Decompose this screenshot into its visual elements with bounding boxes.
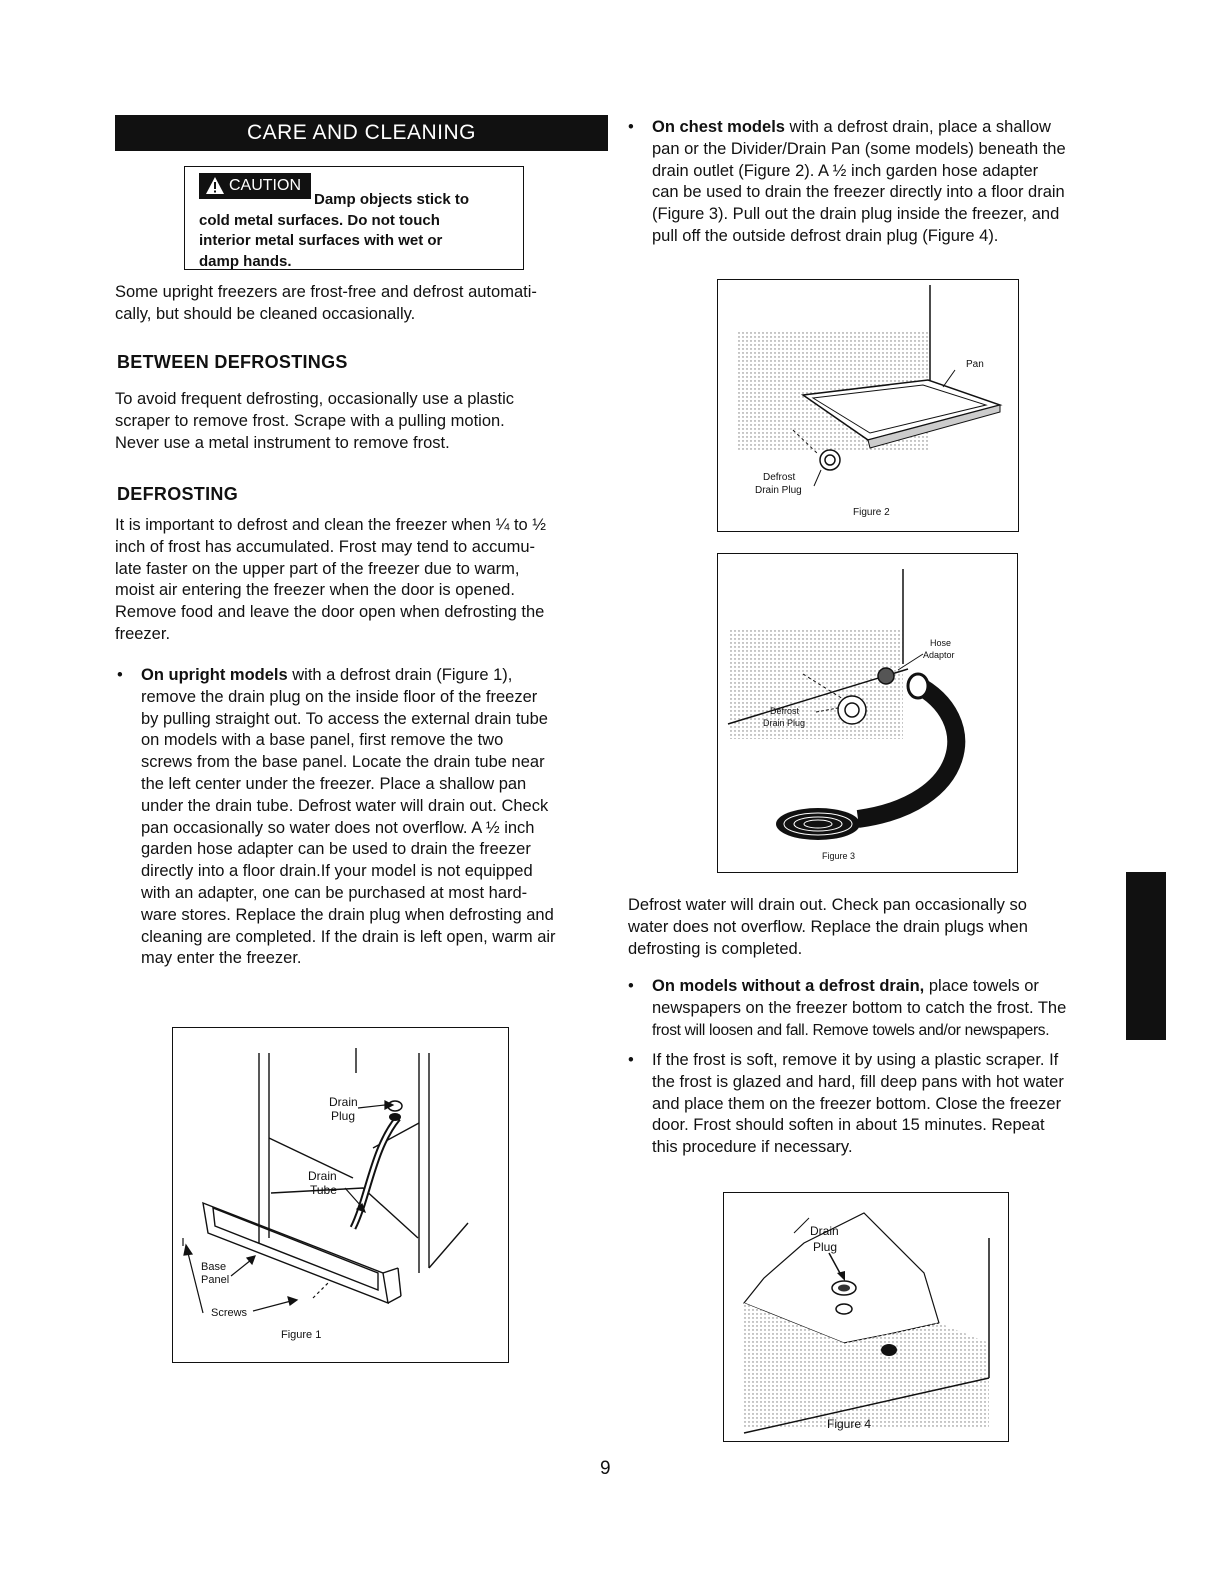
figure-3-caption: Figure 3	[822, 851, 856, 861]
caution-box	[184, 166, 524, 270]
bullet-line: the frost is glazed and hard, fill deep pans with hot water	[652, 1072, 1064, 1091]
bullet-line: pan occasionally so water does not overflow. A ½ inch	[141, 818, 535, 837]
bullet-dot: •	[628, 118, 634, 136]
figure-1-drain-plug-label: Plug	[331, 1109, 356, 1123]
bullet-rest: place towels or	[924, 977, 1039, 995]
bullet-line: by pulling straight out. To access the external drain tube	[141, 709, 548, 728]
bullet-line: with an adapter, one can be purchased at most hard-	[141, 883, 528, 902]
figure-4	[723, 1192, 1009, 1442]
caution-line: interior metal surfaces with wet or	[199, 232, 443, 249]
figure-2-caption: Figure 2	[853, 507, 890, 518]
bullet-dot: •	[628, 1051, 634, 1069]
figure-1-drain-tube-label: Tube	[310, 1183, 337, 1197]
figure-2-defrost-plug-label: Drain Plug	[755, 485, 802, 496]
figure-4-drain-plug-label: Plug	[813, 1240, 838, 1254]
paragraph-line: water does not overflow. Replace the drain plugs when	[628, 917, 1028, 936]
bullet-line: this procedure if necessary.	[652, 1138, 853, 1157]
figure-1	[172, 1027, 509, 1363]
bullet-line: newspapers on the freezer bottom to catch the frost. The	[652, 998, 1067, 1017]
figure-3-defrost-plug-label: Defrost	[770, 706, 800, 716]
bullet-line: may enter the freezer.	[141, 949, 302, 968]
bullet-line: and place them on the freezer bottom. Close the freezer	[652, 1094, 1062, 1113]
caution-label: CAUTION	[229, 177, 301, 194]
figure-3-hose-adaptor-label: Hose	[930, 638, 952, 648]
figure-3-illustration	[718, 554, 1019, 874]
figure-3-defrost-plug-label: Drain Plug	[763, 718, 806, 728]
caution-text	[199, 187, 509, 272]
bullet-line: can be used to drain the freezer directly into a floor drain	[652, 183, 1065, 202]
figure-3-hose-adaptor-label: Adaptor	[923, 650, 955, 660]
figure-1-illustration	[173, 1028, 510, 1364]
paragraph-line: late faster on the upper part of the freezer due to warm,	[115, 559, 520, 578]
page-number: 9	[600, 1458, 611, 1479]
figure-1-base-panel-label: Base	[201, 1261, 227, 1273]
figure-1-caption: Figure 1	[281, 1329, 322, 1341]
bullet-line: door. Frost should soften in about 15 minutes. Repeat	[652, 1116, 1045, 1135]
section-title-banner: CARE AND CLEANING	[115, 115, 608, 151]
bullet-line: pull off the outside defrost drain plug (Figure 4).	[652, 226, 999, 245]
bullet-lead: On models without a defrost drain,	[652, 977, 925, 995]
bullet-line: under the drain tube. Defrost water will drain out. Check	[141, 796, 549, 815]
bullet-lead: On chest models	[652, 118, 785, 136]
bullet-line: remove the drain plug on the inside floor of the freezer	[141, 687, 538, 706]
paragraph-line: Remove food and leave the door open when defrosting the	[115, 603, 545, 622]
bullet-line: If the frost is soft, remove it by using a plastic scraper. If	[652, 1051, 1059, 1069]
figure-1-base-panel-label: Panel	[201, 1274, 230, 1286]
bullet-line: pan or the Divider/Drain Pan (some models) beneath the	[652, 139, 1066, 158]
paragraph-line: inch of frost has accumulated. Frost may tend to accumu-	[115, 537, 536, 556]
intro-line: cally, but should be cleaned occasionally.	[115, 304, 416, 323]
figure-1-drain-plug-label: Drain	[329, 1095, 358, 1109]
section-thumb-tab	[1126, 872, 1166, 1040]
caution-line: damp hands.	[199, 252, 292, 270]
bullet-line	[652, 117, 1128, 139]
paragraph-line: scraper to remove frost. Scrape with a pulling motion.	[115, 411, 505, 430]
bullet-line: screws from the base panel. Locate the drain tube near	[141, 753, 545, 772]
bullet-line: garden hose adapter can be used to drain the freezer	[141, 840, 531, 859]
bullet-line	[652, 976, 1118, 998]
bullet-line: cleaning are completed. If the drain is left open, warm air	[141, 927, 556, 946]
paragraph-line: defrosting is completed.	[628, 939, 803, 958]
defrosting-heading: DEFROSTING	[117, 484, 239, 504]
intro-paragraph	[115, 282, 615, 326]
figure-1-drain-tube-label: Drain	[308, 1169, 337, 1183]
bullet-line: drain outlet (Figure 2). A ½ inch garden hose adapter	[652, 161, 1039, 180]
figure-4-drain-plug-label: Drain	[810, 1224, 839, 1238]
between-defrostings-paragraph	[115, 389, 615, 454]
intro-line: Some upright freezers are frost-free and defrost automati-	[115, 283, 537, 301]
paragraph-line: Defrost water will drain out. Check pan occasionally so	[628, 896, 1027, 914]
figure-2-illustration	[718, 280, 1020, 533]
bullet-line: directly into a floor drain.If your model is not equipped	[141, 862, 533, 881]
figure-3	[717, 553, 1018, 873]
paragraph-line: freezer.	[115, 624, 171, 643]
figure-2	[717, 279, 1019, 532]
bullet-dot: •	[628, 977, 634, 995]
figure-1-screws-label: Screws	[211, 1307, 248, 1319]
paragraph-line: To avoid frequent defrosting, occasionally use a plastic	[115, 390, 514, 408]
bullet-line: (Figure 3). Pull out the drain plug inside the freezer, and	[652, 205, 1060, 224]
between-defrostings-heading: BETWEEN DEFROSTINGS	[117, 352, 348, 372]
figure-2-pan-label: Pan	[966, 359, 984, 370]
defrosting-paragraph	[115, 515, 615, 646]
paragraph-line: It is important to defrost and clean the freezer when ¼ to ½	[115, 516, 547, 534]
bullet-line: frost will loosen and fall. Remove towels and/or newspapers.	[652, 1021, 1050, 1039]
bullet-rest: with a defrost drain (Figure 1),	[287, 666, 513, 684]
caution-line: cold metal surfaces. Do not touch	[199, 211, 440, 229]
paragraph-line: moist air entering the freezer when the door is opened.	[115, 581, 515, 600]
bullet-line: on models with a base panel, first remove the two	[141, 731, 504, 750]
bullet-line	[141, 665, 617, 687]
figure-4-illustration	[724, 1193, 1010, 1443]
defrost-water-paragraph	[628, 895, 1108, 960]
bullet-rest: with a defrost drain, place a shallow	[784, 118, 1051, 136]
bullet-dot: •	[117, 666, 123, 684]
bullet-line: ware stores. Replace the drain plug when defrosting and	[141, 905, 554, 924]
figure-4-caption: Figure 4	[827, 1417, 872, 1431]
bullet-lead: On upright models	[141, 666, 288, 684]
caution-line: Damp objects stick to	[314, 191, 470, 208]
paragraph-line: Never use a metal instrument to remove frost.	[115, 433, 450, 452]
bullet-line: the left center under the freezer. Place a shallow pan	[141, 774, 527, 793]
figure-2-defrost-plug-label: Defrost	[763, 472, 796, 483]
